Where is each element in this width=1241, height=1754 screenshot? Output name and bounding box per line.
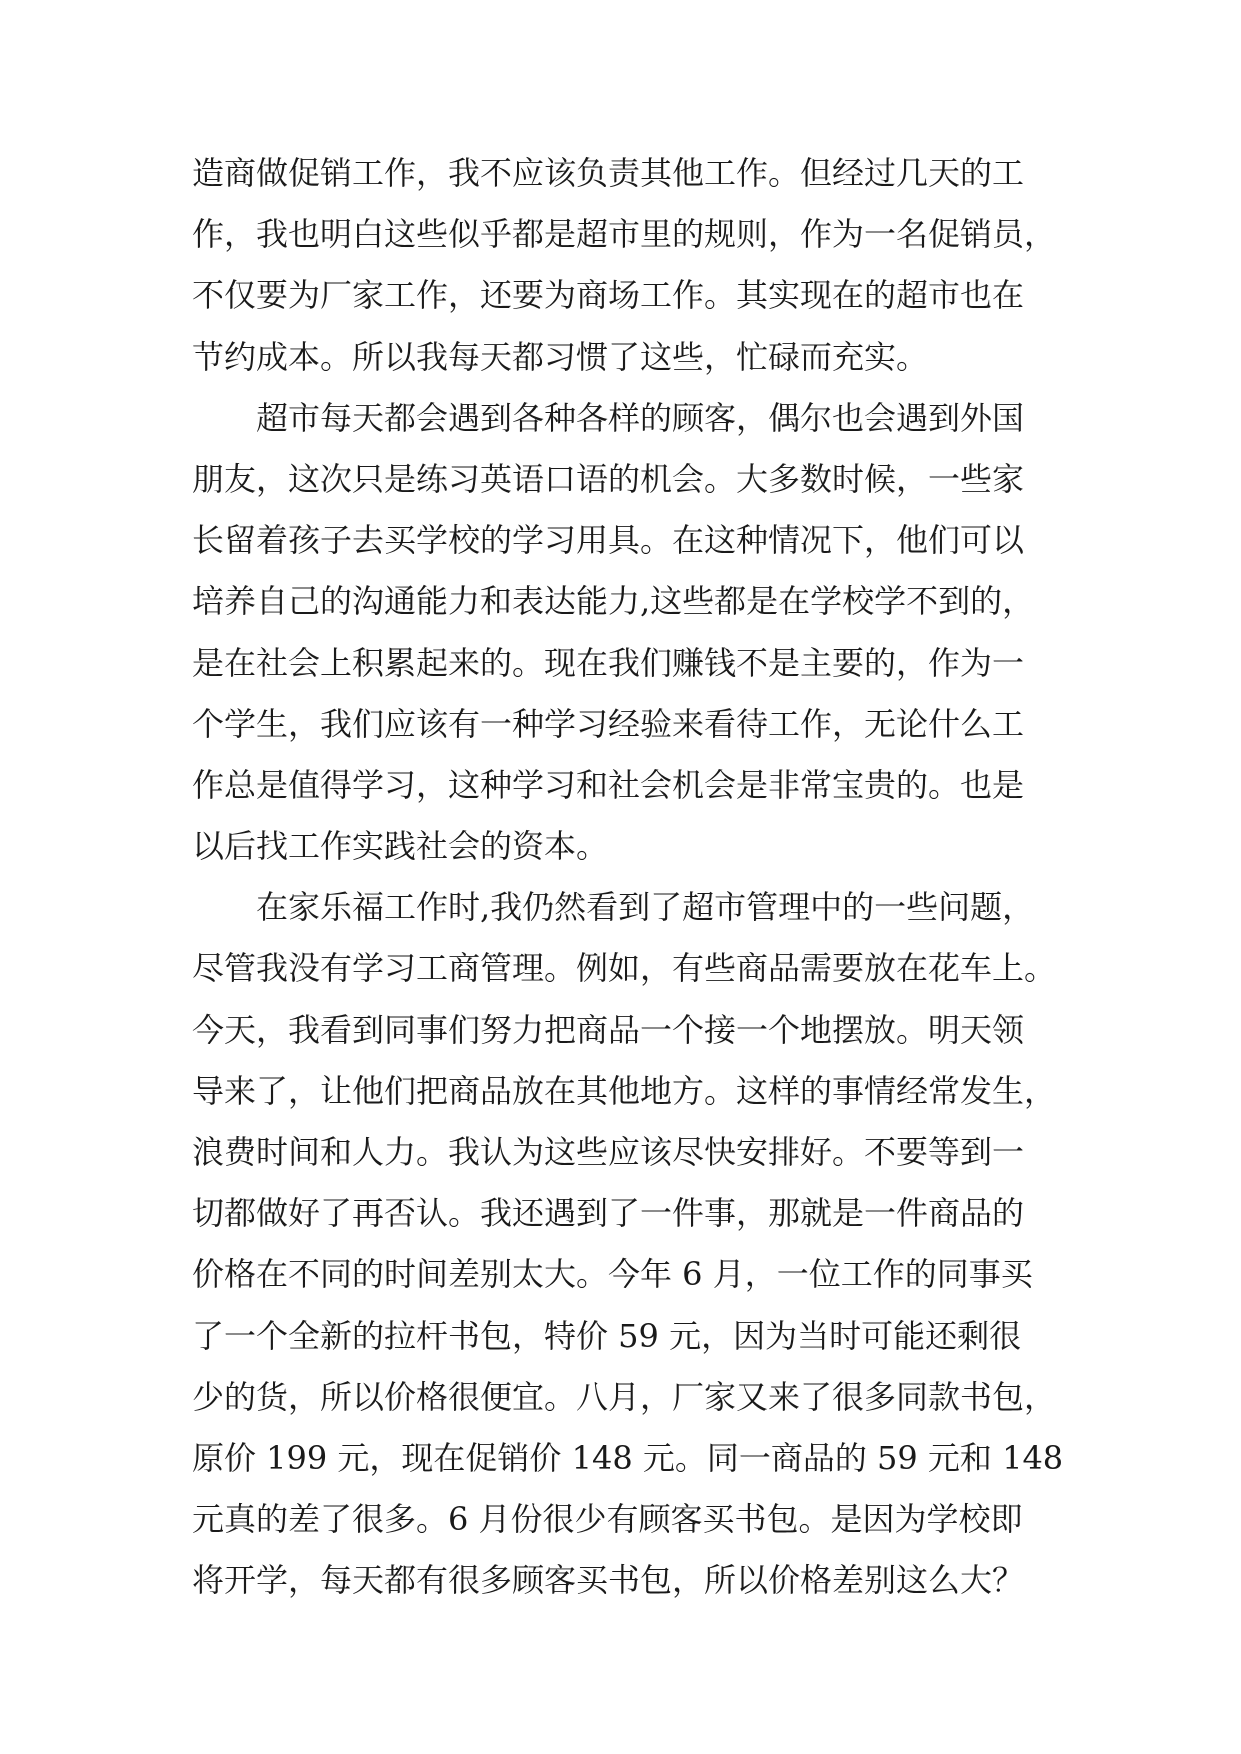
- text-line: 作，我也明白这些似乎都是超市里的规则，作为一名促销员，: [192, 215, 1057, 254]
- text-line: 价格在不同的时间差别太大。今年 6 月，一位工作的同事买: [192, 1255, 1033, 1294]
- text-line: 浪费时间和人力。我认为这些应该尽快安排好。不要等到一: [192, 1133, 1025, 1171]
- text-line: 尽管我没有学习工商管理。例如，有些商品需要放在花车上。: [192, 949, 1057, 988]
- text-line: 今天，我看到同事们努力把商品一个接一个地摆放。明天领: [192, 1010, 1025, 1049]
- text-line: 个学生，我们应该有一种学习经验来看待工作，无论什么工: [192, 704, 1025, 743]
- text-line: 在家乐福工作时,我仍然看到了超市管理中的一些问题，: [256, 888, 1035, 927]
- text-line: 长留着孩子去买学校的学习用具。在这种情况下，他们可以: [192, 521, 1025, 560]
- text-line: 了一个全新的拉杆书包，特价 59 元，因为当时可能还剩很: [192, 1316, 1022, 1355]
- text-line: 是在社会上积累起来的。现在我们赚钱不是主要的，作为一: [192, 643, 1025, 682]
- text-line: 超市每天都会遇到各种各样的顾客，偶尔也会遇到外国: [256, 398, 1025, 437]
- text-line: 培养自己的沟通能力和表达能力,这些都是在学校学不到的，: [192, 582, 1035, 621]
- text-line: 不仅要为厂家工作，还要为商场工作。其实现在的超市也在: [192, 276, 1025, 315]
- text-line: 将开学，每天都有很多顾客买书包，所以价格差别这么大？: [192, 1561, 1025, 1600]
- text-line: 作总是值得学习，这种学习和社会机会是非常宝贵的。也是: [192, 765, 1025, 804]
- text-line: 切都做好了再否认。我还遇到了一件事，那就是一件商品的: [192, 1194, 1025, 1233]
- text-line: 造商做促销工作，我不应该负责其他工作。但经过几天的工: [192, 154, 1025, 192]
- text-line: 导来了，让他们把商品放在其他地方。这样的事情经常发生，: [192, 1071, 1057, 1110]
- text-line: 元真的差了很多。6 月份很少有顾客买书包。是因为学校即: [192, 1500, 1023, 1539]
- text-line: 少的货，所以价格很便宜。八月，厂家又来了很多同款书包，: [192, 1377, 1057, 1416]
- text-line: 朋友，这次只是练习英语口语的机会。大多数时候，一些家: [192, 459, 1025, 498]
- text-line: 节约成本。所以我每天都习惯了这些，忙碌而充实。: [192, 337, 929, 376]
- text-line: 以后找工作实践社会的资本。: [192, 827, 609, 866]
- text-line: 原价 199 元，现在促销价 148 元。同一商品的 59 元和 148: [192, 1438, 1064, 1477]
- body-text: [192, 143, 1072, 1612]
